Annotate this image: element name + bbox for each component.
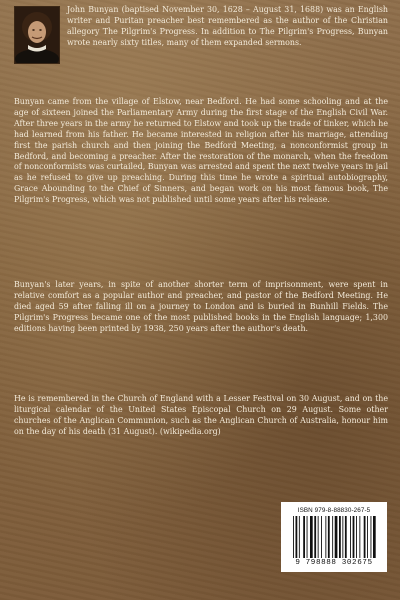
barcode-digits: 9 798888 302675 bbox=[295, 559, 373, 567]
bio-paragraph: He is remembered in the Church of England with a Lesser Festival on 30 August, and on the liturgical calendar of the United States Episcopal Church on 29 August. Some other churches of the Anglican Communion, such as the Anglican Church of Australia, honour him on the day of his death (31 August). (wikipedia.org) bbox=[14, 394, 388, 436]
author-portrait bbox=[14, 6, 60, 64]
barcode-panel bbox=[281, 502, 387, 572]
bio-paragraph: Bunyan's later years, in spite of another shorter term of imprisonment, were spent in relative comfort as a popular author and preacher, and pastor of the Bedford Meeting. He died aged 59 after falling ill on a journey to London and is buried in Bunhill Fields. The Pilgrim's Progress became one of the most published books in the English language; 1,300 editions having been printed by 1938, 250 years after the author's death. bbox=[14, 280, 388, 333]
bio-intro: John Bunyan (baptised November 30, 1628 – August 31, 1688) was an English writer and Puritan preacher best remembered as the author of the Christian allegory The Pilgrim's Progress. In addition to The Pilgrim's Progress, Bunyan wrote nearly sixty titles, many of them expanded sermons. bbox=[67, 5, 388, 47]
isbn-label: ISBN 979-8-88830-267-5 bbox=[297, 507, 371, 514]
bio-paragraph: Bunyan came from the village of Elstow, near Bedford. He had some schooling and at the age of sixteen joined the Parliamentary Army during the first stage of the English Civil War. After three years in the army he returned to Elstow and took up the trade of tinker, which he had learned from his father. He became interested in religion after his marriage, attending first the parish church and then joining the Bedford Meeting, a nonconformist group in Bedford, and becoming a preacher. After the restoration of the monarch, when the freedom of nonconformists was curtailed, Bunyan was arrested and spent the next twelve years in jail as he refused to give up preaching. During this time he wrote a spiritual autobiography, Grace Abounding to the Chief of Sinners, and began work on his most famous book, The Pilgrim's Progress, which was not published until some years after his release. bbox=[14, 97, 388, 205]
barcode bbox=[292, 516, 378, 558]
